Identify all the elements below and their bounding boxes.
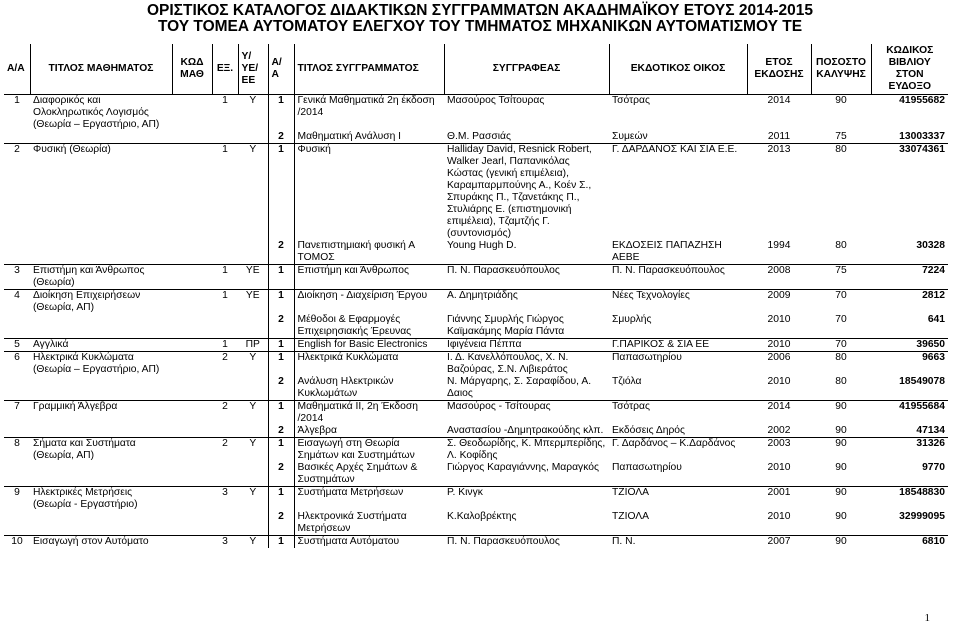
cell-course-type: Υ: [249, 95, 257, 106]
cell-course-type: ΥΕ: [238, 290, 268, 315]
cell-course-type: Υ: [238, 144, 268, 241]
cell-course-code: [172, 511, 212, 536]
cell-coverage: 90: [835, 425, 847, 436]
cell-semester: 1: [212, 144, 238, 241]
cell-book-aa: 2: [268, 511, 294, 536]
cell-semester: [212, 131, 238, 144]
cell-semester: 2: [212, 401, 238, 426]
cell-book-title: Μαθηματική Ανάλυση Ι: [294, 131, 444, 144]
cell-publisher: Τσότρας: [609, 401, 747, 426]
cell-publisher: ΤΖΙΟΛΑ: [609, 487, 747, 512]
page-number: 1: [924, 612, 930, 624]
cell-coverage: 70: [835, 314, 847, 325]
cell-publisher: Τζιόλα: [612, 376, 642, 387]
col-header-course-title: ΤΙΤΛΟΣ ΜΑΘΗΜΑΤΟΣ: [30, 44, 172, 95]
cell-publisher: Εκδόσεις Δηρός: [612, 425, 685, 436]
cell-row-aa: 10: [4, 536, 30, 549]
cell-course-type: ΠΡ: [238, 339, 268, 352]
table-row: [4, 352, 948, 377]
cell-course-code: [172, 240, 212, 265]
table-row: [4, 265, 948, 290]
col-header-publisher: ΕΚΔΟΤΙΚΟΣ ΟΙΚΟΣ: [609, 44, 747, 95]
cell-course-title: [30, 314, 172, 339]
cell-row-aa: 5: [4, 339, 30, 352]
cell-publisher: Σμυρλής: [612, 314, 652, 325]
cell-eudoxus-code: 9770: [922, 462, 945, 473]
cell-course-code: [172, 314, 212, 339]
cell-author: Halliday David, Resnick Robert, Walker Jearl, Παπανικόλας Κώστας (γενική επιμέλεια), Καραμπαρμπούνης Α., Κοέν Σ., Σπυράκης Π., Τζανετάκης Π., Στυλιάρης Ε. (επιστημονική επιμέλεια), Τζαμτζής Γ. (συντονισμός): [444, 144, 609, 241]
cell-coverage: 70: [811, 339, 871, 352]
cell-book-title: Γενικά Μαθηματικά 2η έκδοση /2014: [294, 95, 444, 132]
cell-year: 2014: [767, 95, 791, 106]
cell-course-code: [172, 339, 212, 352]
cell-book-title: Μαθηματικά ΙΙ, 2η Έκδοση /2014: [294, 401, 444, 426]
cell-semester: 3: [212, 536, 238, 549]
cell-year: 2008: [747, 265, 811, 290]
cell-year: 2010: [767, 376, 791, 387]
cell-row-aa: [4, 425, 30, 438]
cell-coverage: 70: [811, 290, 871, 315]
cell-eudoxus-code: 7224: [871, 265, 948, 290]
cell-course-type: [238, 240, 268, 265]
cell-course-title: [30, 462, 172, 487]
cell-year: 2002: [767, 425, 791, 436]
cell-course-type: [238, 376, 268, 401]
table-row: [4, 376, 948, 401]
cell-eudoxus-code: 6810: [871, 536, 948, 549]
cell-semester: 1: [222, 95, 228, 106]
cell-book-aa: 1: [268, 265, 294, 290]
cell-course-title: Ηλεκτρικές Μετρήσεις (Θεωρία - Εργαστήριο): [30, 487, 172, 512]
cell-book-aa: 1: [268, 339, 294, 352]
table-row: [4, 487, 948, 512]
cell-eudoxus-code: 31326: [871, 438, 948, 463]
cell-book-title: Ηλεκτρονικά Συστήματα Μετρήσεων: [294, 511, 444, 536]
cell-book-title: Ηλεκτρικά Κυκλώματα: [294, 352, 444, 377]
cell-semester: [212, 376, 238, 401]
cell-book-title: Συστήματα Αυτόματου: [294, 536, 444, 549]
cell-row-aa: [4, 240, 30, 265]
table-row: [4, 95, 948, 132]
cell-course-type: [238, 425, 268, 438]
cell-course-title: Επιστήμη και Άνθρωπος (Θεωρία): [30, 265, 172, 290]
cell-course-code: [172, 425, 212, 438]
cell-course-code: [172, 352, 212, 377]
cell-semester: [212, 240, 238, 265]
cell-author: Μασούρος - Τσίτουρας: [444, 401, 609, 426]
cell-course-title: Αγγλικά: [30, 339, 172, 352]
cell-course-title: Διοίκηση Επιχειρήσεων (Θεωρία, ΑΠ): [30, 290, 172, 315]
cell-eudoxus-code: 32999095: [899, 511, 945, 522]
cell-coverage: 80: [835, 376, 847, 387]
cell-course-code: [172, 144, 212, 241]
cell-author: Ν. Μάργαρης, Σ. Σαραφίδου, Α. Δαιος: [447, 376, 592, 399]
cell-publisher: Παπασωτηρίου: [609, 352, 747, 377]
cell-course-type: [238, 511, 268, 536]
cell-coverage: 80: [811, 144, 871, 241]
cell-book-title: Πανεπιστημιακή φυσική Α ΤΟΜΟΣ: [294, 240, 444, 265]
cell-book-title: English for Basic Electronics: [294, 339, 444, 352]
cell-book-aa: 2: [268, 131, 294, 144]
cell-course-code: [172, 536, 212, 549]
cell-year: 2010: [767, 314, 791, 325]
cell-book-aa: 1: [268, 401, 294, 426]
cell-author: Ρ. Κινγκ: [444, 487, 609, 512]
cell-eudoxus-code: 41955684: [871, 401, 948, 426]
cell-book-aa: 2: [268, 462, 294, 487]
cell-author: Π. Ν. Παρασκευόπουλος: [444, 265, 609, 290]
cell-year: 2003: [747, 438, 811, 463]
table-row: [4, 314, 948, 339]
cell-row-aa: 8: [4, 438, 30, 463]
document-title: ΟΡΙΣΤΙΚΟΣ ΚΑΤΑΛΟΓΟΣ ΔΙΔΑΚΤΙΚΩΝ ΣΥΓΓΡΑΜΜΑΤΩΝ ΑΚΑΔΗΜΑΪΚΟΥ ΕΤΟΥΣ 2014-2015: [146, 2, 813, 19]
cell-book-title: Φυσική: [294, 144, 444, 241]
cell-course-type: Υ: [238, 352, 268, 377]
cell-course-type: [238, 314, 268, 339]
cell-publisher: Συμεών: [612, 131, 648, 142]
cell-row-aa: [4, 462, 30, 487]
cell-row-aa: 2: [4, 144, 30, 241]
document-subtitle: ΤΟΥ ΤΟΜΕΑ ΑΥΤΟΜΑΤΟΥ ΕΛΕΓΧΟΥ ΤΟΥ ΤΜΗΜΑΤΟΣ ΜΗΧΑΝΙΚΩΝ ΑΥΤΟΜΑΤΙΣΜΟΥ ΤΕ: [157, 18, 803, 35]
cell-author: Π. Ν. Παρασκευόπουλος: [444, 536, 609, 549]
table-row: [4, 339, 948, 352]
cell-author: Θ.Μ. Ρασσιάς: [447, 131, 511, 142]
cell-year: 2011: [767, 131, 791, 142]
cell-course-type: ΥΕ: [238, 265, 268, 290]
cell-book-aa: 1: [268, 536, 294, 549]
cell-row-aa: [4, 511, 30, 536]
cell-eudoxus-code: 9663: [871, 352, 948, 377]
cell-course-code: [172, 376, 212, 401]
table-header-row: [4, 44, 948, 95]
col-header-year: ΕΤΟΣ ΕΚΔΟΣΗΣ: [747, 44, 811, 95]
cell-author: Μασούρος Τσίτουρας: [447, 95, 545, 106]
col-header-course-type: Υ/ ΥΕ/ ΕΕ: [238, 44, 268, 95]
cell-coverage: 90: [835, 511, 847, 522]
table-row: [4, 401, 948, 426]
cell-book-aa: 1: [268, 487, 294, 512]
cell-coverage: 80: [835, 240, 847, 251]
cell-coverage: 90: [811, 438, 871, 463]
cell-book-title: Ανάλυση Ηλεκτρικών Κυκλωμάτων: [294, 376, 444, 401]
cell-eudoxus-code: 33074361: [871, 144, 948, 241]
cell-eudoxus-code: 13003337: [899, 131, 945, 142]
textbook-table: [4, 44, 948, 548]
cell-eudoxus-code: 41955682: [899, 95, 945, 106]
cell-course-code: [172, 95, 212, 132]
cell-course-title: Ηλεκτρικά Κυκλώματα (Θεωρία – Εργαστήριο, ΑΠ): [30, 352, 172, 377]
cell-semester: 2: [212, 352, 238, 377]
cell-semester: [212, 314, 238, 339]
col-header-aa: Α/Α: [4, 44, 30, 95]
table-body: [4, 95, 948, 549]
cell-course-title: Εισαγωγή στον Αυτόματο: [30, 536, 172, 549]
cell-course-code: [172, 462, 212, 487]
cell-year: 2010: [747, 339, 811, 352]
cell-publisher: Παπασωτηρίου: [612, 462, 682, 473]
cell-book-aa: 2: [268, 376, 294, 401]
cell-publisher: Γ. Δαρδάνος – Κ.Δαρδάνος: [609, 438, 747, 463]
cell-author: Young Hugh D.: [447, 240, 517, 251]
cell-book-aa: 1: [268, 144, 294, 241]
cell-semester: [212, 425, 238, 438]
table-row: [4, 290, 948, 315]
cell-row-aa: 4: [4, 290, 30, 315]
cell-row-aa: 9: [4, 487, 30, 512]
cell-publisher: Γ.ΠΑΡΙΚΟΣ & ΣΙΑ ΕΕ: [609, 339, 747, 352]
cell-course-code: [172, 265, 212, 290]
cell-semester: 1: [212, 290, 238, 315]
cell-coverage: 90: [811, 536, 871, 549]
cell-course-title: Διαφορικός και Ολοκληρωτικός Λογισμός (Θεωρία – Εργαστήριο, ΑΠ): [33, 95, 160, 130]
cell-semester: [212, 462, 238, 487]
cell-semester: [212, 511, 238, 536]
cell-course-title: [30, 131, 172, 144]
cell-author: Γιάννης Σμυρλής Γιώργος Καϊμακάμης Μαρία Πάντα: [447, 314, 565, 337]
cell-course-title: [30, 376, 172, 401]
cell-course-type: [238, 131, 268, 144]
cell-book-title: Διοίκηση - Διαχείριση Έργου: [294, 290, 444, 315]
cell-year: 2010: [767, 462, 791, 473]
cell-book-aa: 2: [268, 425, 294, 438]
cell-coverage: 90: [835, 462, 847, 473]
cell-row-aa: [4, 131, 30, 144]
cell-author: Σ. Θεοδωρίδης, Κ. Μπερμπερίδης, Λ. Κοφίδης: [444, 438, 609, 463]
cell-course-title: [30, 511, 172, 536]
cell-course-title: [30, 240, 172, 265]
cell-publisher: Π. Ν. Παρασκευόπουλος: [609, 265, 747, 290]
table-row: [4, 511, 948, 536]
table-row: [4, 144, 948, 241]
col-header-coverage: ΠΟΣΟΣΤΟ ΚΑΛΥΨΗΣ: [811, 44, 871, 95]
cell-book-title: Επιστήμη και Άνθρωπος: [294, 265, 444, 290]
cell-eudoxus-code: 2812: [871, 290, 948, 315]
cell-author: Ι. Δ. Κανελλόπουλος, Χ. Ν. Βαζούρας, Σ.Ν. Λιβιεράτος: [444, 352, 609, 377]
cell-publisher: Γ. ΔΑΡΔΑΝΟΣ ΚΑΙ ΣΙΑ Ε.Ε.: [609, 144, 747, 241]
cell-coverage: 75: [811, 265, 871, 290]
cell-eudoxus-code: 18548830: [871, 487, 948, 512]
cell-book-title: Συστήματα Μετρήσεων: [294, 487, 444, 512]
cell-course-type: Υ: [238, 487, 268, 512]
cell-year: 2001: [747, 487, 811, 512]
cell-publisher: ΕΚΔΟΣΕΙΣ ΠΑΠΑΖΗΣΗ ΑΕΒΕ: [612, 240, 722, 263]
cell-course-title: Σήματα και Συστήματα (Θεωρία, ΑΠ): [30, 438, 172, 463]
cell-course-code: [172, 487, 212, 512]
cell-course-code: [172, 131, 212, 144]
col-header-course-code: ΚΩΔ ΜΑΘ: [172, 44, 212, 95]
cell-coverage: 90: [835, 95, 847, 106]
cell-book-title: Εισαγωγή στη Θεωρία Σημάτων και Συστημάτων: [294, 438, 444, 463]
cell-semester: 3: [212, 487, 238, 512]
cell-course-type: Υ: [238, 401, 268, 426]
cell-coverage: 90: [811, 401, 871, 426]
cell-book-aa: 1: [268, 438, 294, 463]
cell-course-code: [172, 438, 212, 463]
cell-course-type: Υ: [238, 536, 268, 549]
cell-course-title: Γραμμική Άλγεβρα: [30, 401, 172, 426]
cell-publisher: Τσότρας: [612, 95, 650, 106]
col-header-eudoxus-code: ΚΩΔΙΚΟΣ ΒΙΒΛΙΟΥ ΣΤΟΝ ΕΥΔΟΞΟ: [871, 44, 948, 95]
cell-year: 2006: [747, 352, 811, 377]
cell-book-aa: 1: [268, 352, 294, 377]
cell-course-title: Φυσική (Θεωρία): [30, 144, 172, 241]
cell-course-type: Υ: [238, 438, 268, 463]
table-row: [4, 240, 948, 265]
cell-year: 2007: [747, 536, 811, 549]
cell-author: Κ.Καλοβρέκτης: [447, 511, 517, 522]
cell-book-aa: 1: [268, 290, 294, 315]
table-row: [4, 425, 948, 438]
cell-row-aa: 1: [14, 95, 20, 106]
cell-author: Ιφιγένεια Πέππα: [444, 339, 609, 352]
cell-eudoxus-code: 47134: [916, 425, 945, 436]
cell-year: 2014: [747, 401, 811, 426]
cell-book-aa: 1: [268, 95, 294, 132]
cell-author: Α. Δημητριάδης: [444, 290, 609, 315]
cell-author: Αναστασίου -Δημητρακούδης κλπ.: [447, 425, 604, 436]
cell-eudoxus-code: 641: [927, 314, 945, 325]
cell-year: 2009: [747, 290, 811, 315]
cell-eudoxus-code: 39650: [871, 339, 948, 352]
cell-year: 2013: [747, 144, 811, 241]
cell-semester: 2: [212, 438, 238, 463]
cell-publisher: Π. Ν.: [609, 536, 747, 549]
cell-eudoxus-code: 18549078: [899, 376, 945, 387]
cell-semester: 1: [212, 265, 238, 290]
cell-book-title: Βασικές Αρχές Σημάτων & Συστημάτων: [294, 462, 444, 487]
cell-course-title: [30, 425, 172, 438]
col-header-author: ΣΥΓΓΡΑΦΕΑΣ: [444, 44, 609, 95]
table-row: [4, 536, 948, 549]
cell-publisher: ΤΖΙΟΛΑ: [612, 511, 650, 522]
cell-row-aa: 6: [4, 352, 30, 377]
table-row: [4, 462, 948, 487]
cell-year: 2010: [767, 511, 791, 522]
cell-year: 1994: [767, 240, 791, 251]
cell-book-title: Μέθοδοι & Εφαρμογές Επιχειρησιακής Έρευνας: [294, 314, 444, 339]
cell-row-aa: [4, 314, 30, 339]
cell-book-title: Άλγεβρα: [294, 425, 444, 438]
cell-coverage: 80: [811, 352, 871, 377]
cell-eudoxus-code: 30328: [916, 240, 945, 251]
cell-publisher: Νέες Τεχνολογίες: [609, 290, 747, 315]
col-header-book-aa: Α/ Α: [268, 44, 294, 95]
cell-course-code: [172, 401, 212, 426]
cell-course-type: [238, 462, 268, 487]
col-header-book-title: ΤΙΤΛΟΣ ΣΥΓΓΡΑΜΜΑΤΟΣ: [294, 44, 444, 95]
col-header-semester: ΕΞ.: [212, 44, 238, 95]
cell-row-aa: 7: [4, 401, 30, 426]
cell-row-aa: [4, 376, 30, 401]
cell-author: Γιώργος Καραγιάννης, Μαραγκός: [447, 462, 599, 473]
cell-row-aa: 3: [4, 265, 30, 290]
cell-course-code: [172, 290, 212, 315]
table-row: [4, 131, 948, 144]
cell-semester: 1: [212, 339, 238, 352]
cell-coverage: 90: [811, 487, 871, 512]
cell-coverage: 75: [835, 131, 847, 142]
cell-book-aa: 2: [268, 314, 294, 339]
table-row: [4, 438, 948, 463]
cell-book-aa: 2: [268, 240, 294, 265]
